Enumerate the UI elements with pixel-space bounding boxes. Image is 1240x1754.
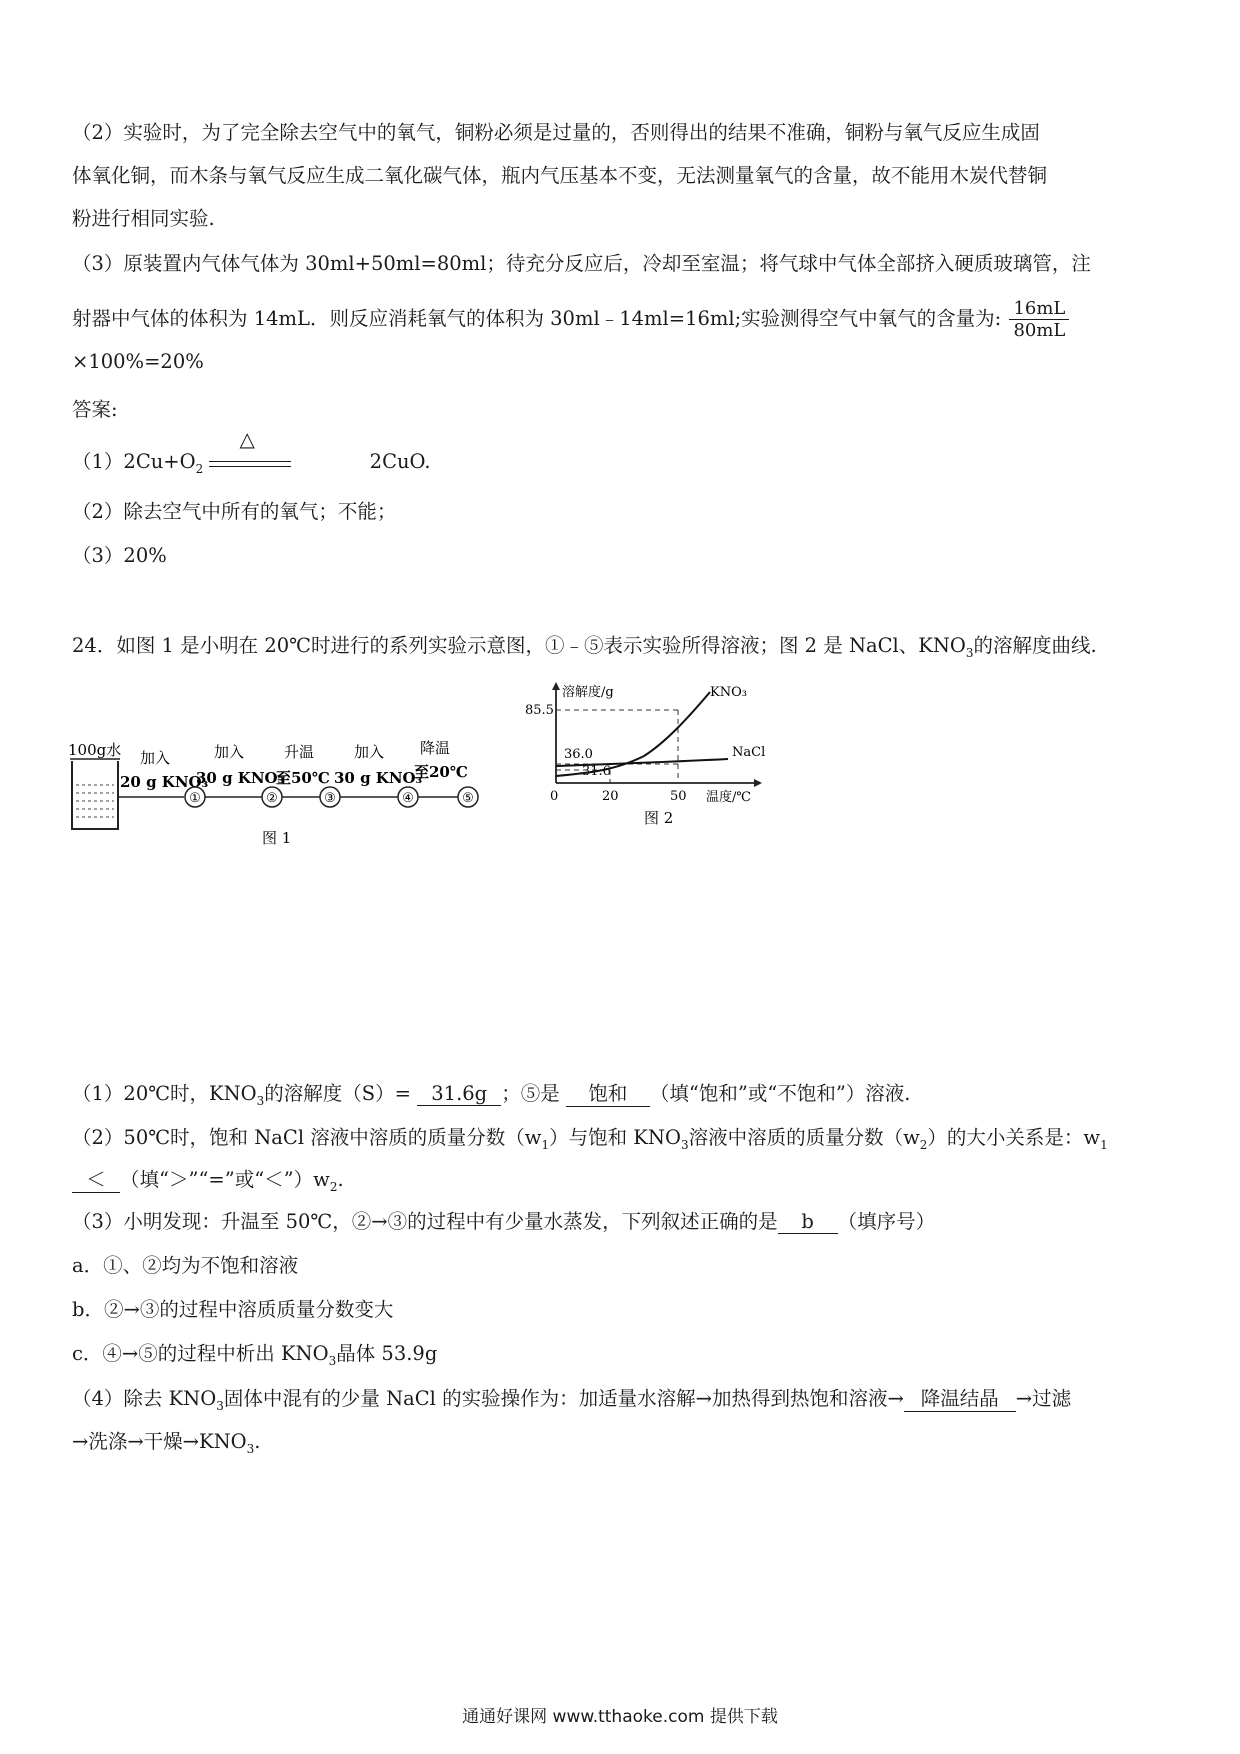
answer-blank-option: b: [778, 1210, 838, 1234]
s4-text-b: 固体中混有的少量 NaCl 的实验操作为：加适量水溶解→加热得到热饱和溶液→: [223, 1387, 904, 1410]
step-3-bottom: 至50℃: [276, 769, 330, 787]
step-1-bottom: 20 g KNO₃: [120, 773, 209, 791]
question-24: [72, 630, 1097, 660]
explanation-2-line-3: 粉进行相同实验.: [72, 207, 215, 230]
s2-text-c: 溶液中溶质的质量分数（w: [688, 1126, 920, 1149]
question-24-text-a: 24．如图 1 是小明在 20℃时进行的系列实验示意图，①﹣⑤表示实验所得溶液；图 2 是 NaCl、KNO: [72, 634, 966, 657]
step-5-top: 降温: [420, 739, 451, 757]
page-footer: 通通好课网 www.tthaoke.com 提供下载: [462, 1707, 778, 1727]
step-3-top: 升温: [284, 743, 315, 761]
explanation-2-line-2: 体氧化铜，而木条与氧气反应生成二氧化碳气体，瓶内气压基本不变，无法测量氧气的含量，故不能用木炭代替铜: [72, 164, 1048, 187]
solution-4: ④: [402, 791, 414, 806]
step-2-bottom: 30 g KNO₃: [196, 769, 285, 787]
step-2-top: 加入: [214, 743, 245, 761]
figure-1-diagram: [62, 735, 502, 845]
s2-sub-4: 1: [1100, 1137, 1108, 1152]
explanation-3-line-3: ×100%=20%: [72, 350, 204, 373]
option-c-text-b: 晶体 53.9g: [336, 1342, 438, 1365]
step-1-top: 加入: [140, 749, 171, 767]
s4-text-e: .: [254, 1430, 261, 1453]
explanation-2-line-1: （2）实验时，为了完全除去空气中的氧气，铜粉必须是过量的，否则得出的结果不准确，铜粉与氧气反应生成固: [72, 121, 1040, 144]
x-axis-label: 温度/℃: [706, 790, 751, 805]
figure-2-solubility-chart: [520, 678, 790, 838]
water-label: 100g水: [68, 741, 122, 759]
subquestion-4-line-1: [72, 1383, 1071, 1413]
answer-1-o-sub: 2: [195, 461, 204, 476]
answer-2: （2）除去空气中所有的氧气；不能；: [72, 500, 397, 523]
explanation-3-line-2-text: 射器中气体的体积为 14mL．则反应消耗氧气的体积为 30ml﹣14ml=16ml;实验测得空气中氧气的含量为:: [72, 307, 1002, 330]
answer-blank-solubility: 31.6g: [417, 1082, 501, 1106]
s2-text-b: ）与饱和 KNO: [549, 1126, 681, 1149]
step-5-bottom: 至20℃: [414, 763, 468, 781]
y-tick-31-6: 31.6: [582, 764, 611, 779]
step-4-bottom: 30 g KNO₃: [334, 769, 423, 787]
s2-text-d: ）的大小关系是：w: [927, 1126, 1101, 1149]
s4-sub-2: 3: [246, 1441, 255, 1456]
answer-blank-compare: ＜: [72, 1164, 120, 1193]
nacl-label: NaCl: [732, 745, 766, 760]
subquestion-3: [72, 1206, 935, 1234]
explanation-3-line-1: （3）原装置内气体气体为 30ml+50ml=80ml；待充分反应后，冷却至室温；将气球中气体全部挤入硬质玻璃管，注: [72, 252, 1091, 275]
s4-sub: 3: [216, 1398, 224, 1413]
s2-sub-2: 3: [680, 1137, 689, 1152]
s2-sub-1: 1: [541, 1137, 550, 1152]
subquestion-2-line-2: [72, 1164, 344, 1194]
beaker-icon: [72, 761, 118, 829]
solution-2: ②: [266, 791, 278, 806]
s2-text-f: .: [337, 1168, 344, 1191]
answer-1: [72, 426, 431, 476]
fraction-denominator: 80mL: [1013, 320, 1066, 341]
answer-blank-method: 降温结晶: [904, 1383, 1016, 1412]
option-c-text-a: c．④→⑤的过程中析出 KNO: [72, 1342, 329, 1365]
option-c: [72, 1338, 437, 1368]
kno3-label: KNO₃: [710, 685, 747, 700]
y-tick-36-0: 36.0: [564, 747, 593, 762]
step-4-top: 加入: [354, 743, 385, 761]
subquestion-1: [72, 1078, 911, 1108]
oxygen-fraction: [1009, 298, 1069, 341]
x-tick-0: 0: [550, 789, 559, 804]
s1-text-c: ；⑤是: [501, 1082, 560, 1105]
figure-2-caption: 图 2: [644, 809, 674, 827]
s4-text-c: →过滤: [1015, 1387, 1072, 1410]
option-a: a．①、②均为不饱和溶液: [72, 1254, 299, 1277]
s1-sub: 3: [256, 1093, 265, 1108]
solution-1: ①: [189, 791, 201, 806]
figure-1-caption: 图 1: [262, 829, 292, 845]
x-axis-arrow-icon: [754, 779, 762, 787]
solution-5: ⑤: [462, 791, 474, 806]
s3-text-b: （填序号）: [837, 1210, 936, 1233]
y-axis-label: 溶解度/g: [562, 685, 614, 700]
s2-sub-3: 2: [919, 1137, 928, 1152]
solution-3: ③: [324, 791, 336, 806]
s4-text-d: →洗涤→干燥→KNO: [72, 1430, 247, 1453]
x-tick-20: 20: [602, 789, 619, 804]
question-24-text-b: 的溶解度曲线.: [973, 634, 1097, 657]
answer-label: 答案:: [72, 398, 118, 421]
subquestion-2-line-1: [72, 1122, 1108, 1152]
subquestion-4-line-2: [72, 1426, 260, 1456]
explanation-3-line-2: [72, 298, 1069, 341]
s2-text-e: （填“＞”“=”或“＜”）w: [120, 1168, 330, 1191]
s2-text-a: （2）50℃时，饱和 NaCl 溶液中溶质的质量分数（w: [72, 1126, 542, 1149]
heat-delta-icon: △: [239, 426, 255, 451]
answer-blank-saturated: 饱和: [566, 1078, 650, 1107]
answer-1-left: （1）2Cu+O: [72, 450, 196, 473]
s4-text-a: （4）除去 KNO: [72, 1387, 217, 1410]
question-24-sub: 3: [965, 645, 974, 660]
s1-text-d: （填“饱和”或“不饱和”）溶液.: [649, 1082, 911, 1105]
y-axis-arrow-icon: [552, 682, 560, 690]
s2-sub-5: 2: [329, 1179, 338, 1194]
x-tick-50: 50: [670, 789, 687, 804]
s3-text-a: （3）小明发现：升温至 50℃，②→③的过程中有少量水蒸发，下列叙述正确的是: [72, 1210, 778, 1233]
reaction-condition: [209, 426, 291, 473]
y-tick-85-5: 85.5: [525, 703, 554, 718]
s1-text-b: 的溶解度（S）=: [264, 1082, 411, 1105]
option-b: b．②→③的过程中溶质质量分数变大: [72, 1298, 394, 1321]
answer-3: （3）20%: [72, 544, 167, 567]
answer-1-right: 2CuO.: [369, 450, 431, 473]
option-c-sub: 3: [328, 1353, 337, 1368]
s1-text-a: （1）20℃时，KNO: [72, 1082, 257, 1105]
fraction-numerator: 16mL: [1009, 298, 1069, 320]
